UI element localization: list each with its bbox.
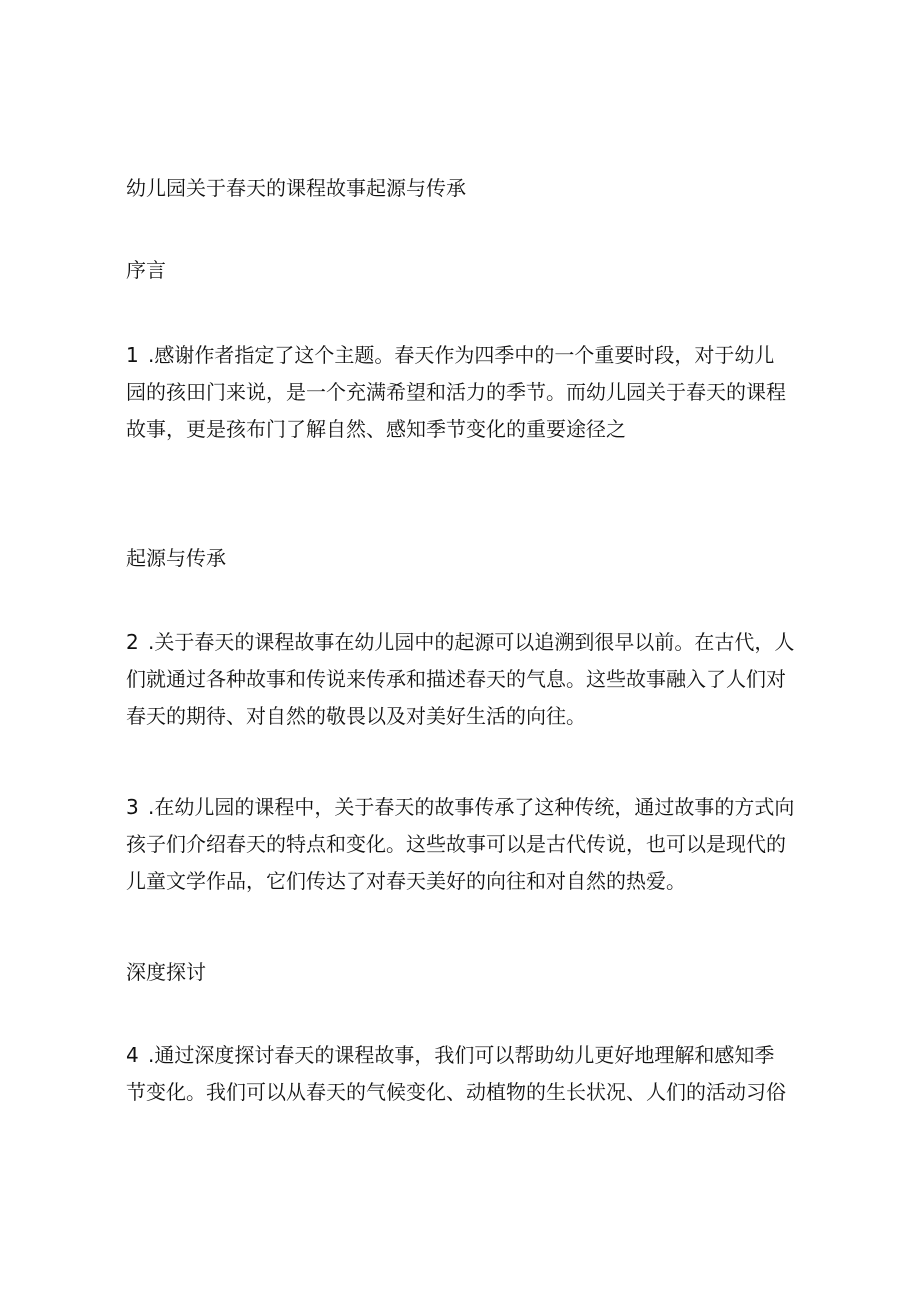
paragraph-number: 3 xyxy=(126,795,139,819)
paragraph-text: .在幼儿园的课程中，关于春天的故事传承了这种传统，通过故事的方式向 xyxy=(148,795,795,819)
paragraph-line: 节变化。我们可以从春天的气候变化、动植物的生长状况、人们的活动习俗 xyxy=(126,1080,786,1104)
paragraph-number: 4 xyxy=(126,1043,139,1067)
paragraph-line xyxy=(126,624,798,661)
paragraph-line: 们就通过各种故事和传说来传承和描述春天的气息。这些故事融入了人们对 xyxy=(126,667,786,691)
section-heading-discussion: 深度探讨 xyxy=(126,960,206,984)
paragraph-line: 园的孩田门来说，是一个充满希望和活力的季节。而幼儿园关于春天的课程 xyxy=(126,380,786,404)
document-title: 幼儿园关于春天的课程故事起源与传承 xyxy=(126,176,466,200)
paragraph-text: .感谢作者指定了这个主题。春天作为四季中的一个重要时段，对于幼儿 xyxy=(148,343,775,367)
paragraph-text: .通过深度探讨春天的课程故事，我们可以帮助幼儿更好地理解和感知季 xyxy=(148,1043,775,1067)
paragraph-line xyxy=(126,337,798,374)
paragraph-line: 故事，更是孩布门了解自然、感知季节变化的重要途径之 xyxy=(126,417,626,441)
paragraph-line: 孩子们介绍春天的特点和变化。这些故事可以是古代传说，也可以是现代的 xyxy=(126,832,786,856)
paragraph-line xyxy=(126,1037,798,1074)
section-heading-origin: 起源与传承 xyxy=(126,546,226,570)
paragraph-line: 儿童文学作品，它们传达了对春天美好的向往和对自然的热爱。 xyxy=(126,869,686,893)
paragraph-4 xyxy=(126,1037,798,1111)
paragraph-number: 1 xyxy=(126,343,139,367)
paragraph-number: 2 xyxy=(126,630,139,654)
paragraph-text: .关于春天的课程故事在幼儿园中的起源可以追溯到很早以前。在古代，人 xyxy=(148,630,795,654)
section-heading-preface: 序言 xyxy=(126,258,166,282)
paragraph-line xyxy=(126,789,798,826)
paragraph-1 xyxy=(126,337,798,448)
paragraph-3 xyxy=(126,789,798,900)
paragraph-line: 春天的期待、对自然的敬畏以及对美好生活的向往。 xyxy=(126,704,586,728)
paragraph-2 xyxy=(126,624,798,735)
